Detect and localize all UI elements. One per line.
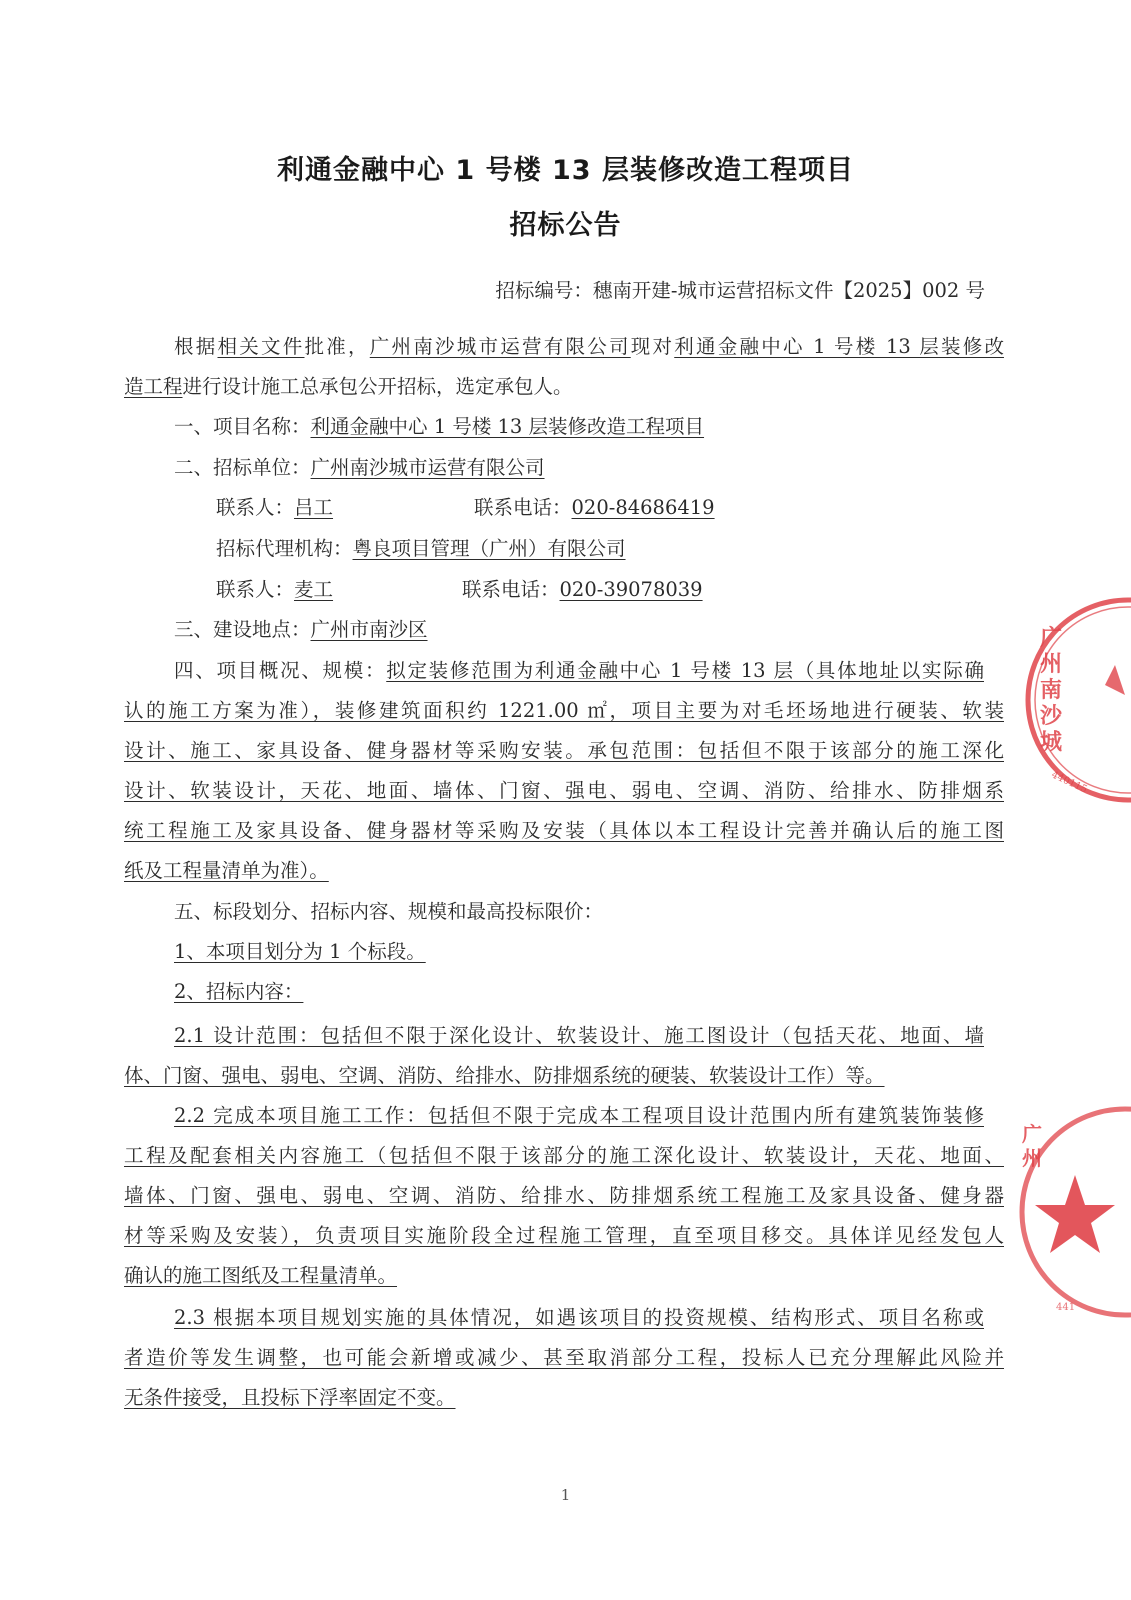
contact-tenderer — [216, 496, 333, 520]
item-tenderer — [174, 456, 545, 480]
item-overview-line-6: 纸及工程量清单为准）。 — [124, 859, 329, 882]
seal-code: 440115 — [1049, 769, 1089, 796]
contact-tenderer-phone — [474, 496, 715, 520]
adjustment-clause-line-1: 2.3 根据本项目规划实施的具体情况，如遇该项目的投资规模、结构形式、项目名称或 — [174, 1306, 984, 1329]
seal-code: 441 — [1056, 1302, 1076, 1313]
construction-scope-line-4: 材等采购及安装），负责项目实施阶段全过程施工管理，直至项目移交。具体详见经发包人 — [124, 1224, 1004, 1247]
item-overview-line-5: 统工程施工及家具设备、健身器材等采购及安装（具体以本工程设计完善并确认后的施工图 — [124, 819, 1004, 842]
intro-text: 批准， — [304, 335, 370, 358]
seal-text: 广州南沙城 — [1040, 625, 1063, 755]
construction-scope-line-1: 2.2 完成本项目施工工作：包括但不限于完成本工程项目设计范围内所有建筑装饰装修 — [174, 1104, 984, 1127]
contact-agency-phone — [462, 578, 703, 602]
item-value: 广州南沙城市运营有限公司 — [310, 456, 545, 479]
agency-label: 招标代理机构： — [216, 537, 353, 560]
item-overview-line-1 — [174, 659, 984, 683]
phone-label: 联系电话： — [462, 578, 560, 601]
item-project-name — [174, 415, 704, 439]
item-overview-line-2: 认的施工方案为准），装修建筑面积约 1221.00 ㎡，项目主要为对毛坯场地进行硬装、软装 — [124, 699, 1004, 722]
contact-label: 联系人： — [216, 496, 295, 519]
item-label: 一、项目名称： — [174, 415, 311, 438]
seal-text: 广州 — [1022, 1122, 1042, 1170]
item-value: 广州市南沙区 — [310, 618, 428, 641]
intro-project: 利通金融中心 1 号楼 13 层装修改 — [674, 335, 1004, 358]
item-label: 三、建设地点： — [174, 618, 311, 641]
phone-number: 020-84686419 — [571, 496, 715, 519]
intro-text: 进行设计施工总承包公开招标，选定承包人。 — [182, 375, 573, 398]
construction-scope-line-2: 工程及配套相关内容施工（包括但不限于该部分的施工深化设计、软装设计，天花、地面、 — [124, 1144, 1004, 1167]
item-label: 二、招标单位： — [174, 456, 311, 479]
phone-number: 020-39078039 — [559, 578, 703, 601]
item-overview-line-3: 设计、施工、家具设备、健身器材等采购安装。承包范围：包括但不限于该部分的施工深化 — [124, 739, 1004, 762]
intro-tenderer: 广州南沙城市运营有限公司 — [369, 335, 631, 358]
item-value: 利通金融中心 1 号楼 13 层装修改造工程项目 — [310, 415, 705, 438]
intro-project: 造工程 — [124, 375, 183, 398]
agency — [216, 537, 626, 561]
intro-line-2 — [124, 375, 573, 399]
design-scope-line-1: 2.1 设计范围：包括但不限于深化设计、软装设计、施工图设计（包括天花、地面、墙 — [174, 1024, 984, 1047]
tender-number: 招标编号：穗南开建-城市运营招标文件【2025】002 号 — [495, 279, 985, 302]
item-location — [174, 618, 428, 642]
document-title: 利通金融中心 1 号楼 13 层装修改造工程项目 — [277, 155, 854, 186]
tender-content-heading: 2、招标内容： — [174, 980, 304, 1003]
item-overview-line-4: 设计、软装设计，天花、地面、墙体、门窗、强电、弱电、空调、消防、给排水、防排烟系 — [124, 779, 1004, 802]
item-lots-heading: 五、标段划分、招标内容、规模和最高投标限价： — [174, 900, 604, 923]
design-scope-line-2: 体、门窗、强电、弱电、空调、消防、给排水、防排烟系统的硬装、软装设计工作）等。 — [124, 1064, 885, 1087]
contact-name: 吕工 — [294, 496, 334, 519]
construction-scope-line-5: 确认的施工图纸及工程量清单。 — [124, 1264, 398, 1287]
company-seal-2 — [1000, 1100, 1131, 1330]
lot-count: 1、本项目划分为 1 个标段。 — [174, 940, 426, 963]
contact-label: 联系人： — [216, 578, 295, 601]
company-seal — [1010, 585, 1131, 815]
seal-star-icon — [1000, 1100, 1131, 1330]
intro-line-1 — [124, 335, 1004, 359]
phone-label: 联系电话： — [474, 496, 572, 519]
adjustment-clause-line-3: 无条件接受，且投标下浮率固定不变。 — [124, 1386, 456, 1409]
contact-name: 麦工 — [294, 578, 334, 601]
adjustment-clause-line-2: 者造价等发生调整，也可能会新增或减少、甚至取消部分工程，投标人已充分理解此风险并 — [124, 1346, 1004, 1369]
intro-text: 现对 — [630, 335, 675, 358]
document-subtitle: 招标公告 — [509, 210, 622, 241]
intro-basis: 相关文件 — [217, 335, 305, 358]
item-value: 拟定装修范围为利通金融中心 1 号楼 13 层（具体地址以实际确 — [386, 659, 984, 682]
item-label: 四、项目概况、规模： — [174, 659, 387, 682]
intro-text: 根据 — [174, 335, 218, 358]
construction-scope-line-3: 墙体、门窗、强电、弱电、空调、消防、给排水、防排烟系统工程施工及家具设备、健身器 — [124, 1184, 1004, 1207]
contact-agency — [216, 578, 333, 602]
page-number: 1 — [560, 1486, 571, 1504]
agency-name: 粤良项目管理（广州）有限公司 — [352, 537, 626, 560]
